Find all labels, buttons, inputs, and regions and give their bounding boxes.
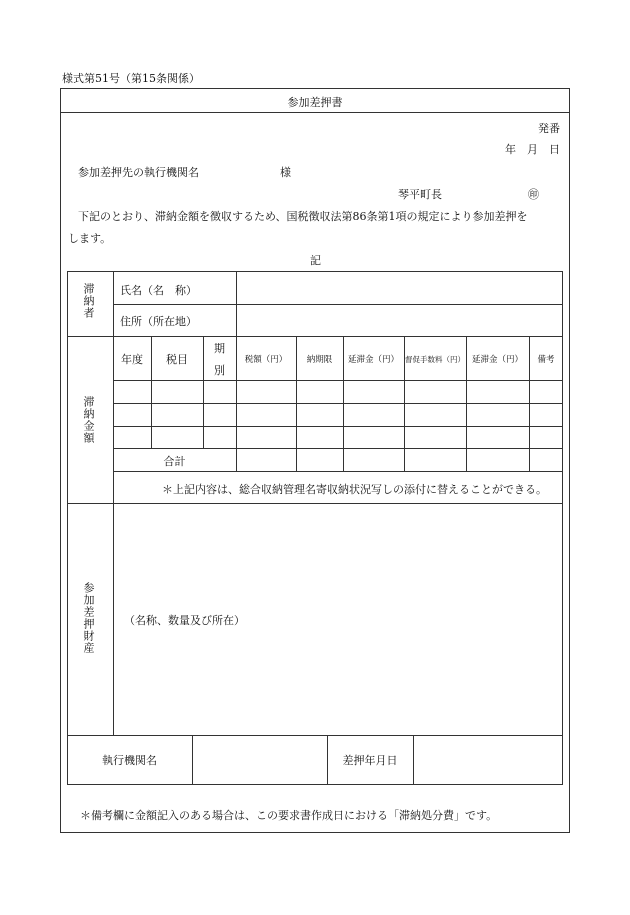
taino-kingaku-label: 滞納金額 [82, 396, 95, 444]
form-id: 様式第51号（第15条関係） [62, 72, 200, 85]
total-label: 合計 [163, 455, 186, 468]
col-header-nendo: 年度 [121, 353, 143, 366]
form-title: 参加差押書 [287, 96, 343, 109]
seal-mark: ㊞ [528, 188, 539, 201]
amount-row-line-1 [113, 403, 563, 404]
issuer-name: 琴平町長 [398, 188, 442, 201]
name-label: 氏名（名 称） [120, 284, 197, 297]
section-divider-2 [67, 503, 563, 504]
col-header-zeigaku: 税額（円） [244, 355, 288, 365]
footnote: ＊備考欄に金額記入のある場合は、この要求書作成日における「滞納処分費」です。 [80, 809, 498, 822]
amount-total-bottom [113, 471, 563, 472]
issue-date: 年 月 日 [505, 143, 560, 156]
taino-sha-label: 滞納者 [82, 283, 95, 319]
amount-row-line-2 [113, 426, 563, 427]
footer-col-divider-3 [413, 735, 414, 785]
property-label: 参加差押財産 [82, 582, 95, 654]
col-header-tokusoku: 督促手数料（円） [405, 355, 465, 364]
col-header-biko: 備考 [537, 355, 555, 365]
body-text-line2: します。 [68, 232, 112, 245]
taino-sha-row-divider [113, 304, 563, 305]
col-header-ki: 期 [214, 342, 225, 355]
agency-label: 執行機関名 [102, 754, 157, 767]
col-header-betsu: 別 [214, 364, 225, 377]
taino-sha-col-divider [236, 271, 237, 336]
footer-col-divider-1 [192, 735, 193, 785]
addressee-label: 参加差押先の執行機関名 [78, 166, 199, 179]
col-header-entaikin-2: 延滞金（円） [471, 355, 523, 365]
title-divider [60, 112, 570, 113]
section-divider-1 [67, 336, 563, 337]
body-text-line1: 下記のとおり、滞納金額を徴収するため、国税徴収法第86条第1項の規定により参加差押を [78, 210, 528, 223]
amount-note: ＊上記内容は、総合収納管理名寄収納状況写しの添付に替えることができる。 [162, 483, 547, 496]
ki-label: 記 [310, 254, 321, 267]
hatsuban-label: 発番 [538, 122, 560, 135]
col-header-nokigen: 納期限 [306, 355, 333, 365]
col-header-zeimoku: 税目 [166, 353, 188, 366]
details-table [67, 271, 563, 785]
amount-header-bottom [113, 380, 563, 381]
label-column-divider [113, 271, 114, 735]
property-content: （名称、数量及び所在） [124, 614, 245, 627]
col-header-entaikin-1: 延滞金（円） [347, 355, 399, 365]
amount-row-line-3 [113, 448, 563, 449]
seizure-date-label: 差押年月日 [342, 754, 398, 767]
section-divider-3 [67, 735, 563, 736]
sama-label: 様 [280, 166, 291, 179]
address-label: 住所（所在地） [120, 315, 197, 328]
